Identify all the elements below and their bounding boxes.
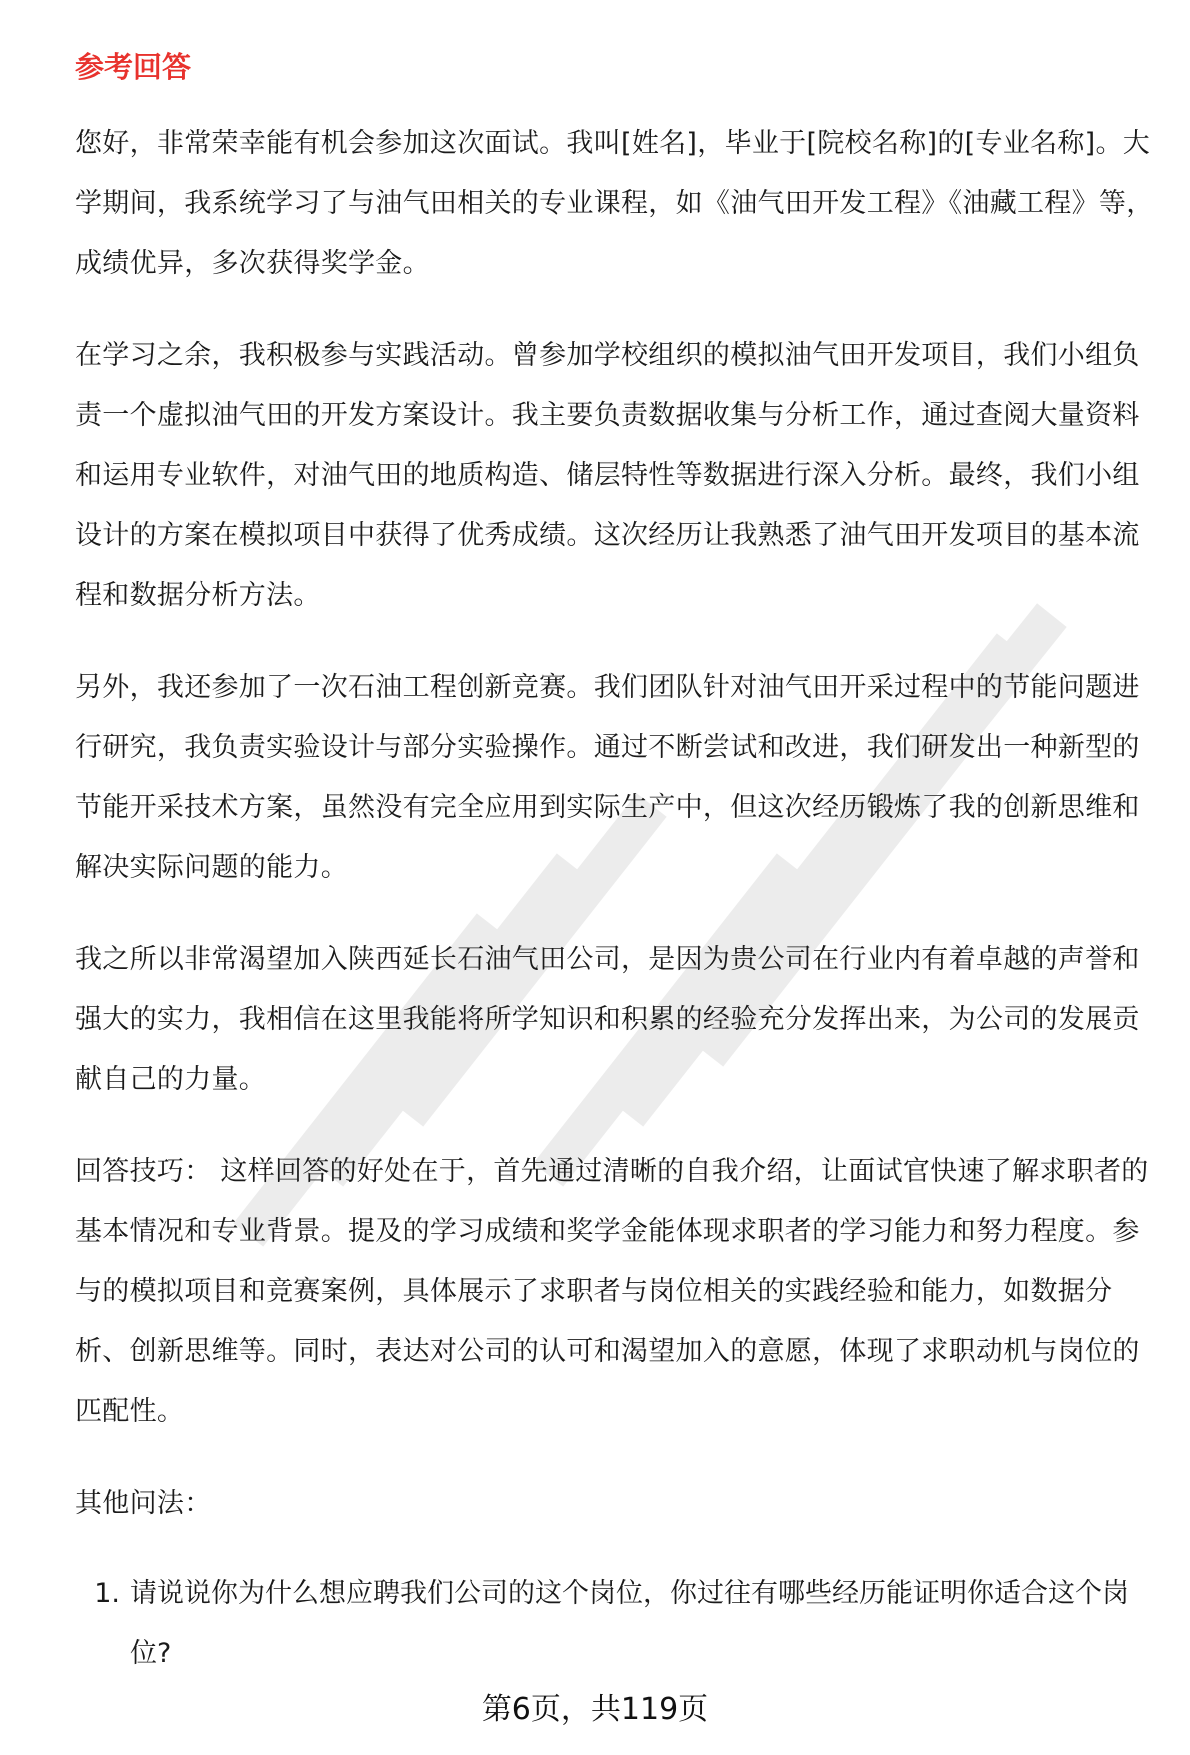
list-item xyxy=(75,1564,1165,1684)
list-item-text: 请说说你为什么想应聘我们公司的这个岗位，你过往有哪些经历能证明你适合这个岗位? xyxy=(130,1578,1129,1669)
paragraph-answer-tips: 回答技巧： 这样回答的好处在于，首先通过清晰的自我介绍，让面试官快速了解求职者的基本情况和专业背景。提及的学习成绩和奖学金能体现求职者的学习能力和努力程度。参与的模拟项目和竞赛案例，具体展示了求职者与岗位相关的实践经验和能力，如数据分析、创新思维等。同时，表达对公司的认可和渴望加入的意愿，体现了求职动机与岗位的匹配性。 xyxy=(75,1156,1149,1427)
paragraph-practice: 在学习之余，我积极参与实践活动。曾参加学校组织的模拟油气田开发项目，我们小组负责一个虚拟油气田的开发方案设计。我主要负责数据收集与分析工作，通过查阅大量资料和运用专业软件，对油气田的地质构造、储层特性等数据进行深入分析。最终，我们小组设计的方案在模拟项目中获得了优秀成绩。这次经历让我熟悉了油气田开发项目的基本流程和数据分析方法。 xyxy=(75,340,1140,611)
document-page xyxy=(75,48,1165,1684)
list-item-number: 1. xyxy=(94,1578,120,1609)
other-questions-list xyxy=(75,1564,1165,1684)
paragraph-motivation: 我之所以非常渴望加入陕西延长石油气田公司，是因为贵公司在行业内有着卓越的声誉和强大的实力，我相信在这里我能将所学知识和积累的经验充分发挥出来，为公司的发展贡献自己的力量。 xyxy=(75,944,1140,1095)
paragraph-other-questions: 其他问法： xyxy=(75,1488,212,1519)
paragraph-competition: 另外，我还参加了一次石油工程创新竞赛。我们团队针对油气田开采过程中的节能问题进行研究，我负责实验设计与部分实验操作。通过不断尝试和改进，我们研发出一种新型的节能开采技术方案，虽然没有完全应用到实际生产中，但这次经历锻炼了我的创新思维和解决实际问题的能力。 xyxy=(75,672,1140,883)
paragraph-intro: 您好，非常荣幸能有机会参加这次面试。我叫[姓名]，毕业于[院校名称]的[专业名称]。大学期间，我系统学习了与油气田相关的专业课程，如《油气田开发工程》《油藏工程》等，成绩优异，多次获得奖学金。 xyxy=(75,128,1154,279)
section-heading: 参考回答 xyxy=(75,50,192,84)
page-footer: 第6页，共119页 xyxy=(481,1692,709,1727)
